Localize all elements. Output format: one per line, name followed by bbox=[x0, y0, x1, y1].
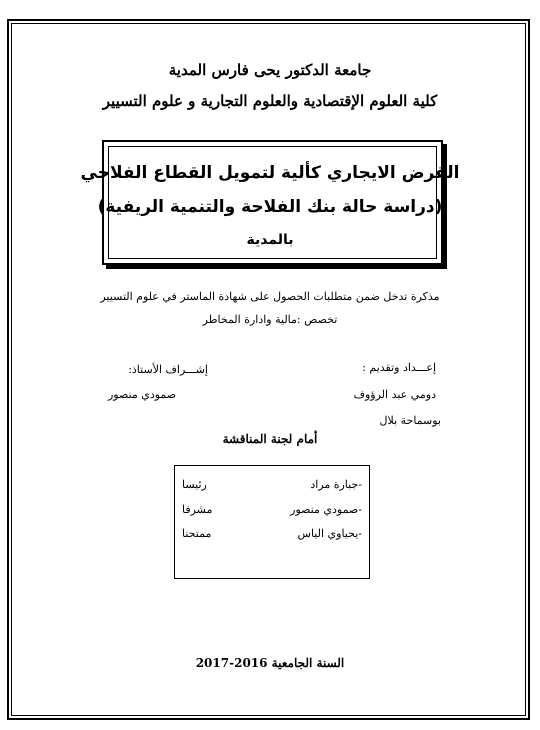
student-name-1: دومي عبد الرؤوف bbox=[353, 388, 436, 401]
jury-member-role: رئيسا bbox=[182, 478, 207, 491]
faculty-name: كلية العلوم الإقتصادية والعلوم التجارية و علوم التسيير bbox=[102, 92, 438, 110]
jury-row bbox=[175, 478, 369, 500]
prepared-by-label: إعـــداد وتقديم : bbox=[362, 361, 436, 374]
memo-statement: مذكرة تدخل ضمن متطلبات الحصول على شهادة الماستر في علوم التسيير bbox=[100, 290, 440, 303]
thesis-title-line3: بالمدية bbox=[246, 232, 294, 248]
jury-member-name: -جبارة مراد bbox=[310, 478, 362, 491]
jury-row bbox=[175, 503, 369, 525]
jury-table bbox=[174, 465, 370, 579]
academic-year: السنة الجامعية 2016-2017 bbox=[195, 656, 345, 670]
supervisor-label: إشـــراف الأستاذ: bbox=[128, 363, 208, 376]
thesis-title-line1: القرض الايجاري كألية لتمويل القطاع الفلاحي bbox=[80, 163, 460, 183]
jury-member-role: مشرفا bbox=[182, 503, 213, 516]
university-name: جامعة الدكتور يحى فارس المدية bbox=[168, 61, 372, 79]
student-name-2: بوسماحة بلال bbox=[379, 414, 441, 427]
jury-member-name: -صمودي منصور bbox=[290, 503, 362, 516]
thesis-title-line2: (دراسة حالة بنك الفلاحة والتنمية الريفية) bbox=[97, 197, 443, 217]
specialization: تخصص :مالية وادارة المخاطر bbox=[202, 313, 338, 326]
jury-member-name: -يحياوي الياس bbox=[297, 527, 362, 540]
jury-member-role: ممتحنا bbox=[182, 527, 212, 540]
supervisor-name: صمودي منصور bbox=[108, 388, 177, 401]
committee-title: أمام لجنة المناقشة bbox=[222, 432, 318, 446]
jury-row bbox=[175, 527, 369, 549]
page-border-inner bbox=[11, 23, 526, 716]
